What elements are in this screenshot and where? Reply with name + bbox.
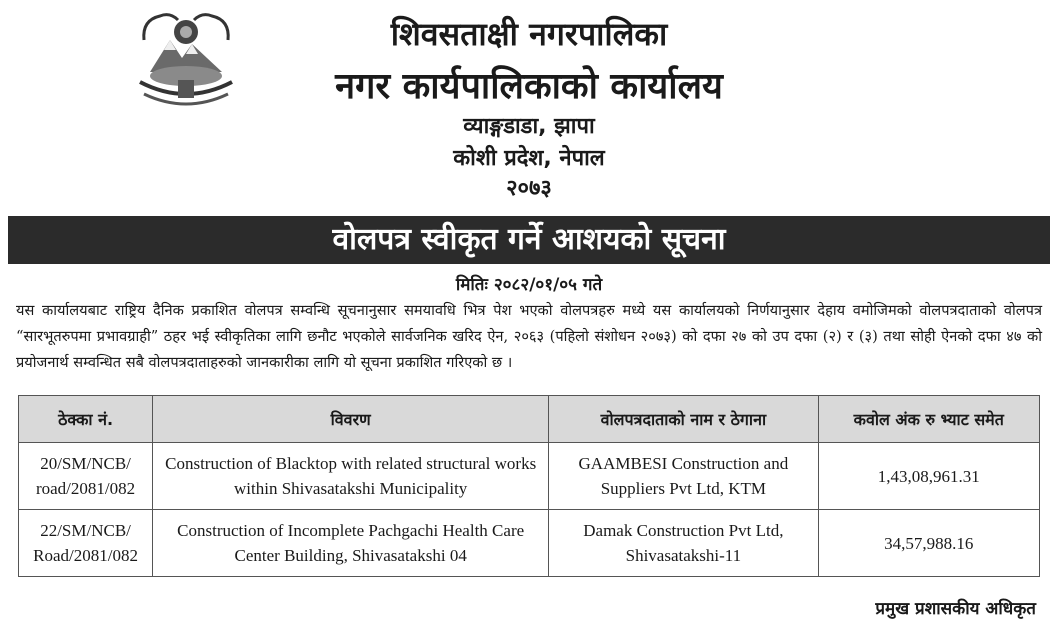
- bidder-cell: Damak Construction Pvt Ltd, Shivasatakshi-11: [549, 510, 818, 577]
- municipality-name: शिवसताक्षी नगरपालिका: [390, 15, 668, 53]
- notice-title: वोलपत्र स्वीकृत गर्ने आशयको सूचना: [8, 216, 1050, 264]
- contract-no-cell: 20/SM/NCB/ road/2081/082: [19, 443, 153, 510]
- office-address: व्याङ्गडाडा, झापा: [463, 114, 595, 139]
- province-name: कोशी प्रदेश, नेपाल: [453, 146, 605, 171]
- header-description: विवरण: [153, 396, 549, 443]
- header-contract-no: ठेक्का नं.: [19, 396, 153, 443]
- bidder-cell: GAAMBESI Construction and Suppliers Pvt Ltd, KTM: [549, 443, 818, 510]
- table-header-row: [19, 396, 1040, 443]
- signature-title: प्रमुख प्रशासकीय अधिकृत: [875, 599, 1036, 619]
- bid-table: [18, 395, 1040, 577]
- header-amount: कवोल अंक रु भ्याट समेत: [818, 396, 1039, 443]
- header-bidder: वोलपत्रदाताको नाम र ठेगाना: [549, 396, 818, 443]
- contract-no-cell: 22/SM/NCB/ Road/2081/082: [19, 510, 153, 577]
- table-row: [19, 510, 1040, 577]
- notice-body: यस कार्यालयबाट राष्ट्रिय दैनिक प्रकाशित वोलपत्र सम्वन्धि सूचनानुसार समयावधि भित्र पेश भएको वोलपत्रहरु मध्ये यस कार्यालयको निर्णयानुसार देहाय वमोजिमको वोलपत्रदाताको वोलपत्र “सारभूतरुपमा प्रभावग्राही” ठहर भई स्वीकृतिका लागि छनौट भएकोले सार्वजनिक खरिद ऐन, २०६३ (पहिलो संशोधन २०७३) को दफा २७ को उप दफा (२) र (३) तथा सोही ऐनको दफा ४७ को प्रयोजनार्थ सम्वन्धित सबै वोलपत्रदाताहरुको जानकारीका लागि यो सूचना प्रकाशित गरिएको छ ।: [16, 302, 1042, 371]
- office-name: नगर कार्यपालिकाको कार्यालय: [335, 66, 723, 107]
- description-cell: Construction of Incomplete Pachgachi Health Care Center Building, Shivasatakshi 04: [153, 510, 549, 577]
- amount-cell: 34,57,988.16: [818, 510, 1039, 577]
- description-cell: Construction of Blacktop with related structural works within Shivasatakshi Municipality: [153, 443, 549, 510]
- notice-date: मितिः २०८२/०१/०५ गते: [455, 275, 603, 295]
- table-row: [19, 443, 1040, 510]
- amount-cell: 1,43,08,961.31: [818, 443, 1039, 510]
- established-year: २०७३: [506, 176, 552, 201]
